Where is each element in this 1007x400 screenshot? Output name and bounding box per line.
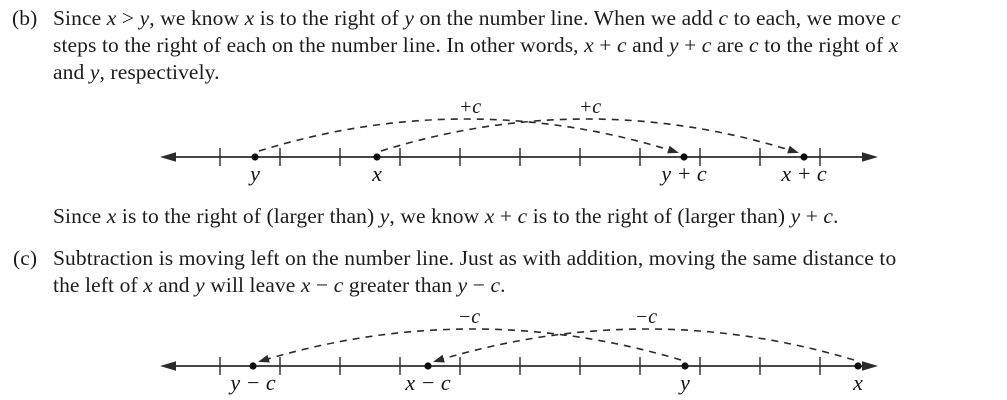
math-var: x: [244, 6, 255, 30]
math-var: x: [300, 273, 311, 297]
right-arrowhead-icon: [862, 361, 878, 371]
text-run: −: [310, 273, 334, 297]
shift-arc-dashed: [381, 119, 796, 152]
text-run: and: [53, 60, 90, 84]
shift-arc-dashed: [436, 329, 854, 361]
point-dot: [249, 362, 256, 369]
math-var: x: [888, 33, 899, 57]
math-var: y: [790, 204, 801, 228]
math-var: c: [748, 33, 759, 57]
text-run: is to the right of (larger than): [527, 204, 791, 228]
math-var: c: [490, 273, 501, 297]
math-var: c: [891, 6, 901, 30]
point-dot: [800, 153, 807, 160]
text-run: on the number line. When we add: [414, 6, 719, 30]
text-run: to each, we move: [728, 6, 892, 30]
text-run: are: [711, 33, 749, 57]
math-var: y: [668, 33, 679, 57]
math-var: x: [143, 273, 153, 297]
text-run: is to the right of (larger than): [116, 204, 380, 228]
math-var: y: [139, 6, 150, 30]
addition-number-line: [160, 96, 878, 186]
subtraction-number-line: [160, 306, 878, 395]
part-c-marker: (c): [13, 246, 38, 270]
math-var: c: [701, 33, 712, 57]
math-var: x: [106, 6, 117, 30]
text-run: to the right of: [758, 33, 889, 57]
shift-arc-dashed: [259, 119, 676, 152]
text-run: .: [833, 204, 839, 228]
text-run: .: [500, 273, 506, 297]
math-var: y: [89, 60, 100, 84]
arc-label: −c: [634, 306, 658, 328]
arc-label: −c: [457, 306, 481, 328]
point-label: x: [372, 161, 382, 186]
text-run: the left of: [53, 273, 144, 297]
arc-arrowhead-icon: [667, 146, 679, 154]
point-label: x: [853, 370, 863, 395]
right-arrowhead-icon: [862, 152, 878, 162]
math-var: y: [379, 204, 390, 228]
text-run: and: [152, 273, 196, 297]
text-run: is to the right of: [254, 6, 405, 30]
math-var: y: [457, 273, 468, 297]
left-arrowhead-icon: [160, 361, 176, 371]
text-run: +: [800, 204, 824, 228]
point-label: y: [250, 161, 260, 186]
text-run: and: [626, 33, 669, 57]
text-run: , we know: [389, 204, 485, 228]
point-dot: [680, 153, 687, 160]
math-var: c: [718, 6, 729, 30]
math-var: y: [195, 273, 205, 297]
point-dot: [251, 153, 258, 160]
point-dot: [373, 153, 380, 160]
math-var: c: [517, 204, 528, 228]
arc-label: +c: [458, 96, 482, 118]
text-run: Since: [53, 204, 107, 228]
text-run: Subtraction is moving left on the number line. Just as with addition, moving the same distance to: [53, 246, 897, 270]
math-var: x: [584, 33, 594, 57]
text-run: −: [467, 273, 491, 297]
left-arrowhead-icon: [160, 152, 176, 162]
text-run: >: [116, 6, 140, 30]
math-var: c: [823, 204, 834, 228]
text-run: , respectively.: [99, 60, 220, 84]
point-label: x − c: [405, 370, 451, 395]
math-var: x: [106, 204, 117, 228]
part-b-marker: (b): [12, 6, 38, 30]
text-run: +: [593, 33, 617, 57]
arc-label: +c: [578, 96, 602, 118]
math-var: y: [404, 6, 415, 30]
arc-arrowhead-icon: [258, 355, 270, 363]
math-var: c: [616, 33, 627, 57]
math-var: c: [333, 273, 344, 297]
text-run: +: [494, 204, 518, 228]
text-run: steps to the right of each on the number line. In other words,: [53, 33, 585, 57]
point-label: y + c: [661, 161, 707, 186]
arc-arrowhead-icon: [787, 146, 799, 154]
point-dot: [681, 362, 688, 369]
text-run: greater than: [343, 273, 458, 297]
point-label: x + c: [781, 161, 827, 186]
text-run: Since: [53, 6, 107, 30]
shift-arc-dashed: [261, 329, 681, 361]
point-dot: [424, 362, 431, 369]
point-label: y − c: [230, 370, 276, 395]
math-var: x: [484, 204, 495, 228]
text-run: +: [678, 33, 702, 57]
text-run: , we know: [149, 6, 245, 30]
arc-arrowhead-icon: [433, 355, 445, 363]
text-run: will leave: [204, 273, 301, 297]
point-dot: [854, 362, 861, 369]
point-label: y: [680, 370, 690, 395]
